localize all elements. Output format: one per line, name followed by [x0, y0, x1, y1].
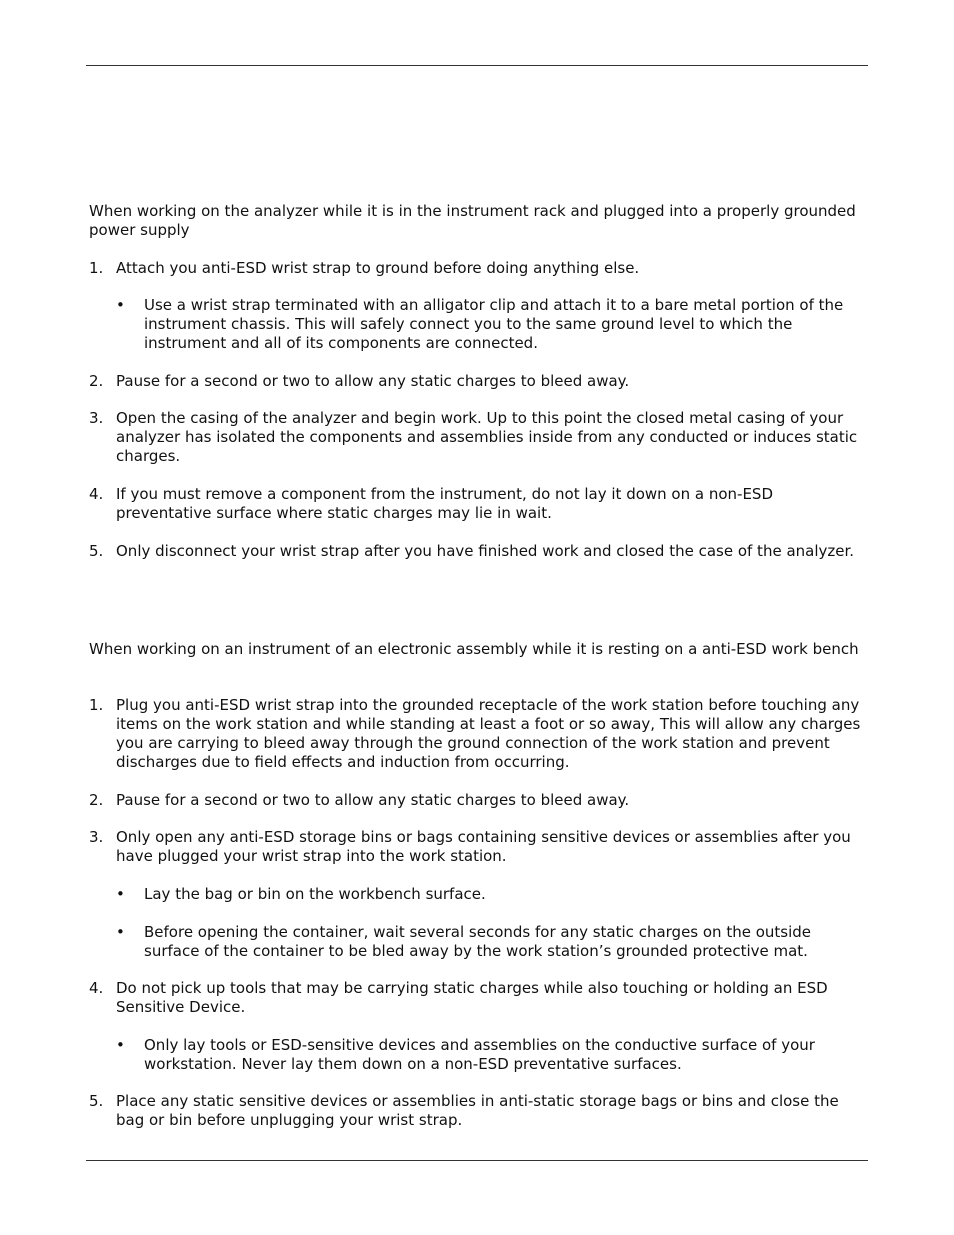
step-number: 4.	[89, 979, 104, 997]
step-text: Attach you anti-ESD wrist strap to ground before doing anything else.	[116, 259, 640, 277]
section1-bullet-1	[116, 296, 867, 353]
section1-intro: When working on the analyzer while it is in the instrument rack and plugged into a properly grounded power supply	[89, 202, 856, 239]
step-number: 2.	[89, 372, 104, 390]
section1-step-2	[89, 372, 867, 391]
section2-intro: When working on an instrument of an electronic assembly while it is resting on a anti-ESD work bench	[89, 640, 859, 658]
header-rule	[86, 65, 868, 66]
footer-rule	[86, 1160, 868, 1161]
bullet-text: Before opening the container, wait several seconds for any static charges on the outside surface of the container to be bled away by the work station’s grounded protective mat.	[144, 923, 812, 960]
step-text: Plug you anti-ESD wrist strap into the grounded receptacle of the work station before touching any items on the work station and while standing at least a foot or so away, This will allow any charges you are carrying to bleed away through the ground connection of the work station and prevent discharges due to field effects and induction from occurring.	[116, 696, 861, 771]
step-text: If you must remove a component from the instrument, do not lay it down on a non-ESD preventative surface where static charges may lie in wait.	[116, 485, 773, 522]
step-text: Only disconnect your wrist strap after you have finished work and closed the case of the analyzer.	[116, 542, 855, 560]
step-number: 2.	[89, 791, 104, 809]
section2-step-3	[89, 828, 867, 866]
step-text: Open the casing of the analyzer and begin work. Up to this point the closed metal casing of your analyzer has isolated the components and assemblies inside from any conducted or induces static charges.	[116, 409, 858, 465]
bullet-icon: •	[116, 1036, 125, 1054]
step-number: 5.	[89, 1092, 104, 1110]
bullet-icon: •	[116, 923, 125, 941]
step-number: 4.	[89, 485, 104, 503]
bullet-text: Use a wrist strap terminated with an alligator clip and attach it to a bare metal portion of the instrument chassis. This will safely connect you to the same ground level to which the instrument and all of its components are connected.	[144, 296, 844, 352]
section1-step-4	[89, 485, 867, 523]
section2-step-2	[89, 791, 867, 810]
bullet-text: Lay the bag or bin on the workbench surface.	[144, 885, 486, 903]
step-number: 1.	[89, 696, 104, 714]
step-text: Do not pick up tools that may be carrying static charges while also touching or holding an ESD Sensitive Device.	[116, 979, 828, 1016]
section1-step-3	[89, 409, 867, 466]
step-text: Pause for a second or two to allow any static charges to bleed away.	[116, 372, 630, 390]
step-text: Only open any anti-ESD storage bins or bags containing sensitive devices or assemblies after you have plugged your wrist strap into the work station.	[116, 828, 851, 865]
step-number: 1.	[89, 259, 104, 277]
section2-step-4	[89, 979, 867, 1017]
step-text: Place any static sensitive devices or assemblies in anti-static storage bags or bins and close the bag or bin before unplugging your wrist strap.	[116, 1092, 839, 1129]
step-number: 3.	[89, 828, 104, 846]
bullet-icon: •	[116, 885, 125, 903]
section2-bullet-2	[116, 923, 867, 961]
bullet-icon: •	[116, 296, 125, 314]
step-number: 3.	[89, 409, 104, 427]
section1-step-5	[89, 542, 867, 561]
bullet-text: Only lay tools or ESD-sensitive devices and assemblies on the conductive surface of your workstation. Never lay them down on a non-ESD preventative surfaces.	[144, 1036, 815, 1073]
section2-step-5	[89, 1092, 867, 1130]
step-number: 5.	[89, 542, 104, 560]
step-text: Pause for a second or two to allow any static charges to bleed away.	[116, 791, 630, 809]
section2-bullet-3	[116, 1036, 867, 1074]
section2-bullet-1	[116, 885, 867, 904]
section2-step-1	[89, 696, 867, 772]
section1-step-1	[89, 259, 867, 278]
